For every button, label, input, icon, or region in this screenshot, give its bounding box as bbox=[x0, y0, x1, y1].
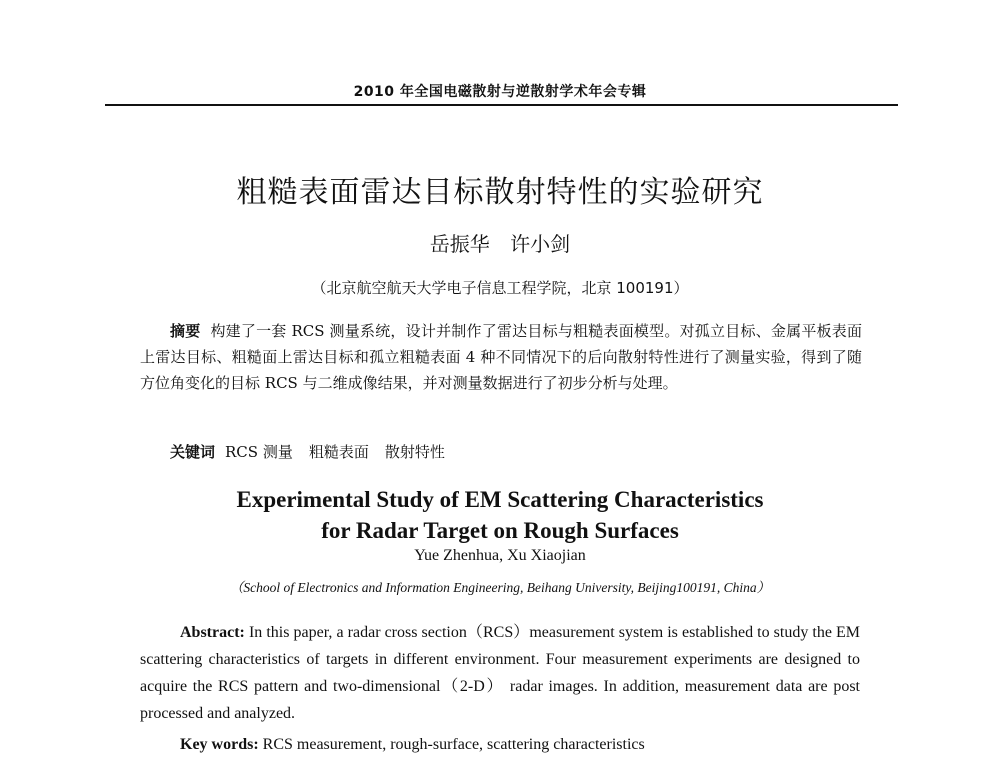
cn-abstract-label: 摘要 bbox=[170, 322, 201, 340]
en-keywords-label: Key words: bbox=[180, 736, 259, 753]
en-abstract bbox=[140, 619, 860, 727]
cn-keywords-label: 关键词 bbox=[170, 443, 216, 461]
en-title bbox=[0, 484, 1000, 546]
cn-keyword: 散射特性 bbox=[384, 443, 445, 461]
en-authors: Yue Zhenhua, Xu Xiaojian bbox=[414, 547, 586, 564]
cn-keywords bbox=[170, 441, 870, 462]
cn-keyword: 粗糙表面 bbox=[308, 443, 369, 461]
cn-affiliation: （北京航空航天大学电子信息工程学院，北京 100191） bbox=[311, 279, 689, 297]
en-affiliation: （School of Electronics and Information Engineering, Beihang University, Beijing100191, China） bbox=[229, 580, 771, 595]
cn-abstract bbox=[140, 318, 862, 396]
en-abstract-label: Abstract: bbox=[180, 624, 245, 641]
en-keywords bbox=[180, 736, 880, 754]
cn-abstract-text: 构建了一套 RCS 测量系统，设计并制作了雷达目标与粗糙表面模型。对孤立目标、金属平板表面上雷达目标、粗糙面上雷达目标和孤立粗糙表面 4 种不同情况下的后向散射特性进行了测量实验，得到了随方位角变化的目标 RCS 与二维成像结果，并对测量数据进行了初步分析与处理。 bbox=[140, 322, 862, 392]
en-title-line-1: Experimental Study of EM Scattering Characteristics bbox=[236, 487, 764, 512]
header-rule bbox=[105, 104, 898, 106]
en-abstract-text: In this paper, a radar cross section（RCS）measurement system is established to study the EM scattering characteristics of targets in different environment. Four measurement experiments are designed to acquire the RCS pattern and two-dimensional（2-D） radar images. In addition, measurement data are post processed and analyzed. bbox=[140, 624, 861, 722]
en-keywords-text: RCS measurement, rough-surface, scattering characteristics bbox=[262, 736, 645, 753]
running-header: 2010 年全国电磁散射与逆散射学术年会专辑 bbox=[353, 84, 647, 100]
cn-keyword: RCS 测量 bbox=[225, 443, 293, 461]
cn-title: 粗糙表面雷达目标散射特性的实验研究 bbox=[236, 175, 764, 210]
en-title-line-2: for Radar Target on Rough Surfaces bbox=[321, 518, 679, 543]
cn-authors: 岳振华 许小剑 bbox=[429, 232, 571, 256]
